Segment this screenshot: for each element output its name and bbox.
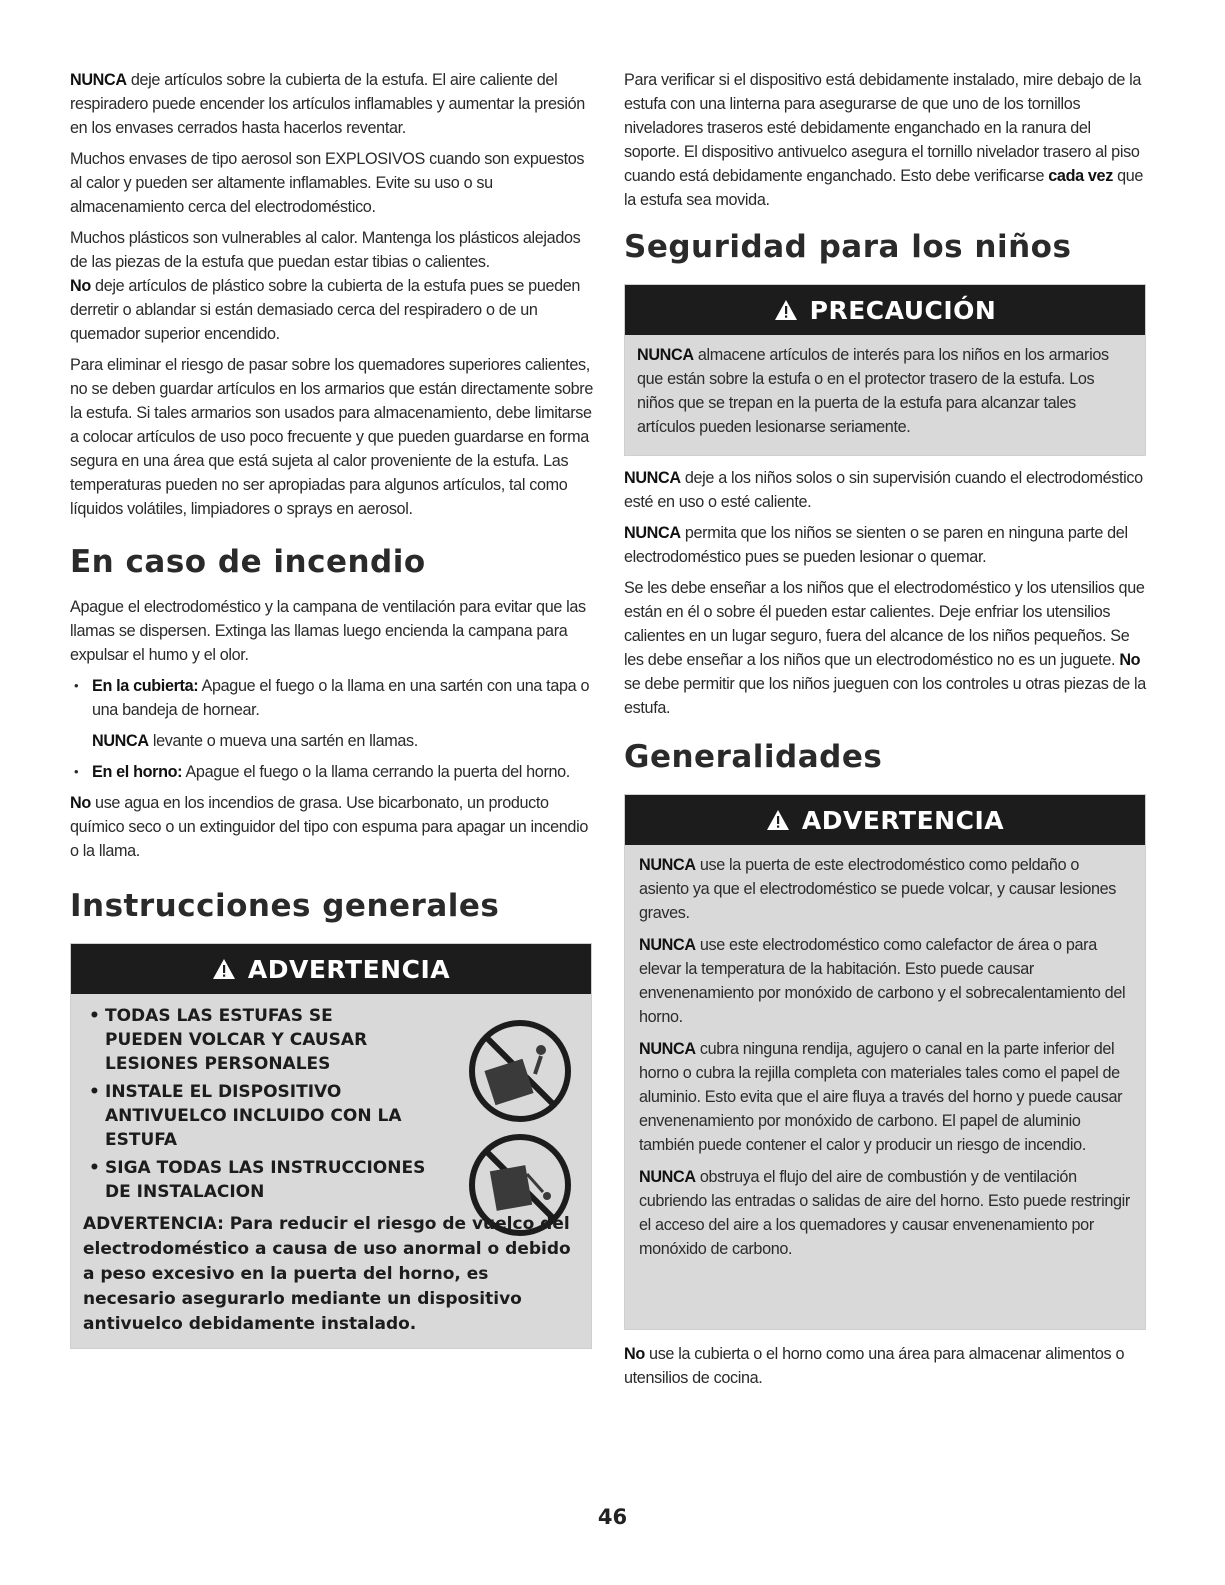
warning-text: ADVERTENCIA: Para reducir el riesgo de vuelco del electrodoméstico a causa de uso anormal o debido a peso excesivo en la puerta del horno, es necesario asegurarlo mediante un dispositivo antivuelco debidamente instalado. (83, 1214, 571, 1334)
page-number: 46 (597, 1505, 628, 1529)
paragraph-text: deje artículos de plástico sobre la cubierta de la estufa pues se pueden derretir o ablandar si están demasiado cerca del respiradero o de un quemador superior encendido. (70, 277, 581, 343)
warning-title: ADVERTENCIA (801, 805, 1005, 835)
heading-general-instructions: Instrucciones generales (70, 888, 500, 924)
warning-title: ADVERTENCIA (247, 954, 451, 984)
warning-item-text: obstruya el flujo del aire de combustión y de ventilación cubriendo las entradas o salidas de aire del horno. Esto puede restringir el acceso del aire a los quemadores y causar envenenamiento por monóxido de carbono. (639, 1168, 1130, 1258)
paragraph-text: Para verificar si el dispositivo está debidamente instalado, mire debajo de la estufa con una linterna para asegurarse de que uno de los tornillos niveladores traseros esté debidamente enganchado en la ranura del soporte. El dispositivo antivuelco asegura el tornillo nivelador trasero al piso cuando está debidamente enganchado. Esto debe verificarse (624, 71, 1142, 185)
paragraph (70, 68, 600, 140)
paragraph: Apague el electrodoméstico y la campana de ventilación para evitar que las llamas se dispersen. Extinga las llamas luego encienda la campana para expulsar el humo y el olor. (70, 598, 586, 664)
warning-triangle-icon (766, 809, 790, 831)
emphasis: NUNCA (624, 524, 681, 542)
emphasis: NUNCA (624, 469, 681, 487)
paragraph (624, 466, 1146, 514)
paragraph-text: se debe permitir que los niños jueguen con los controles u otras piezas de la estufa. (624, 675, 1146, 717)
bullet-text: Apague el fuego o la llama cerrando la puerta del horno. (182, 763, 570, 781)
warning-bullet: • TODAS LAS ESTUFAS SE PUEDEN VOLCAR Y CAUSAR LESIONES PERSONALES (83, 1004, 413, 1076)
warning-box-general (624, 794, 1146, 1330)
paragraph: Muchos envases de tipo aerosol son EXPLOSIVOS cuando son expuestos al calor y pueden ser altamente inflamables. Evite su uso o su almacenamiento cerca del electrodoméstico. (70, 150, 585, 216)
caution-title: PRECAUCIÓN (809, 295, 997, 325)
emphasis: En el horno: (92, 763, 183, 781)
warning-triangle-icon (212, 958, 236, 980)
heading-fire: En caso de incendio (70, 544, 426, 580)
emphasis: NUNCA (637, 346, 694, 364)
paragraph (624, 68, 1146, 212)
emphasis: NUNCA (639, 1040, 696, 1058)
bullet-text: Apague el fuego o la llama en una sartén con una tapa o una bandeja de hornear. (92, 677, 590, 719)
warning-item-text: use este electrodoméstico como calefactor de área o para elevar la temperatura de la habitación. Esto puede causar envenenamiento por monóxido de carbono y el sobrecalentamiento del horno. (639, 936, 1126, 1026)
tipping-stove-icon (465, 1016, 575, 1126)
caution-box (624, 284, 1146, 456)
paragraph-text: que la estufa sea movida. (624, 167, 1144, 209)
warning-banner (625, 795, 1145, 845)
warning-item-text: use la puerta de este electrodoméstico como peldaño o asiento ya que el electrodoméstico se puede volcar, y causar lesiones graves. (639, 856, 1117, 922)
paragraph (70, 226, 600, 346)
paragraph-text: use la cubierta o el horno como una área para almacenar alimentos o utensilios de cocina. (624, 1345, 1125, 1387)
emphasis: NUNCA (639, 856, 696, 874)
warning-item-text: cubra ninguna rendija, agujero o canal en la parte inferior del horno o cubra la rejilla completa con materiales tales como el papel de aluminio. Esto evita que el aire fluya a través del horno y puede causar envenenamiento por monóxido de carbono. El papel de aluminio también puede contener el calor y producir un riesgo de incendio. (639, 1040, 1123, 1154)
right-column (624, 68, 1146, 1397)
warning-item (639, 1037, 1131, 1157)
emphasis: NUNCA (70, 71, 127, 89)
paragraph-text: Muchos plásticos son vulnerables al calor. Mantenga los plásticos alejados de las piezas de la estufa que puedan estar tibias o calientes. (70, 229, 581, 271)
emphasis: No (1119, 651, 1141, 669)
warning-item (639, 933, 1131, 1029)
emphasis: No (70, 794, 91, 812)
caution-banner (625, 285, 1145, 335)
warning-bullet: • SIGA TODAS LAS INSTRUCCIONES DE INSTALACION (83, 1156, 443, 1204)
warning-box-tipover (70, 943, 592, 1349)
sub-note-text: levante o mueva una sartén en llamas. (148, 732, 418, 750)
paragraph (70, 791, 600, 863)
paragraph-text: use agua en los incendios de grasa. Use bicarbonato, un producto químico seco o un extinguidor del tipo con espuma para apagar un incendio o la llama. (70, 794, 588, 860)
paragraph (624, 521, 1146, 569)
caution-text (625, 335, 1145, 439)
warning-item (639, 853, 1131, 925)
warning-triangle-icon (774, 299, 798, 321)
warning-item (639, 1165, 1131, 1261)
emphasis: No (70, 277, 91, 295)
emphasis: En la cubierta: (92, 677, 199, 695)
warning-body (625, 845, 1145, 1261)
emphasis: NUNCA (639, 936, 696, 954)
paragraph-text: Se les debe enseñar a los niños que el electrodoméstico y los utensilios que están en él o sobre él pueden estar calientes. Deje enfriar los utensilios calientes en un lugar seguro, fuera del alcance de los niños pequeños. Se les debe enseñar a los niños que un electrodoméstico no es un juguete. (624, 579, 1145, 669)
paragraph (624, 1342, 1146, 1390)
paragraph-text: deje a los niños solos o sin supervisión cuando el electrodoméstico esté en uso o esté caliente. (624, 469, 1143, 511)
warning-banner (71, 944, 591, 994)
bullet-oven (70, 760, 600, 784)
paragraph-text: deje artículos sobre la cubierta de la estufa. El aire caliente del respiradero puede encender los artículos inflamables y aumentar la presión en los envases cerrados hasta hacerlos reventar. (70, 71, 585, 137)
heading-generalidades: Generalidades (624, 739, 883, 775)
warning-bullet: • INSTALE EL DISPOSITIVO ANTIVUELCO INCLUIDO CON LA ESTUFA (83, 1080, 453, 1152)
emphasis: NUNCA (639, 1168, 696, 1186)
left-column (70, 68, 600, 1349)
sub-note (70, 729, 600, 753)
paragraph: Para eliminar el riesgo de pasar sobre los quemadores superiores calientes, no se deben guardar artículos en los armarios que están directamente sobre la estufa. Si tales armarios son usados para almacenamiento, debe limitarse a colocar artículos de uso poco frecuente y que pueden guardarse en forma segura en una área que está sujeta al calor proveniente de la estufa. Las temperaturas pueden no ser apropiadas para algunos artículos, tal como líquidos volátiles, limpiadores o sprays en aerosol. (70, 356, 593, 518)
anti-tip-stove-icon (465, 1130, 575, 1240)
emphasis: cada vez (1048, 167, 1113, 185)
paragraph (624, 576, 1146, 720)
emphasis: No (624, 1345, 645, 1363)
caution-body: almacene artículos de interés para los niños en los armarios que están sobre la estufa o en el protector trasero de la estufa. Los niños que se trepan en la puerta de la estufa para alcanzar tales artículos pueden lesionarse seriamente. (637, 346, 1109, 436)
heading-child-safety: Seguridad para los niños (624, 229, 1072, 265)
emphasis: NUNCA (92, 732, 149, 750)
paragraph-text: permita que los niños se sienten o se paren en ninguna parte del electrodoméstico pues se pueden lesionar o quemar. (624, 524, 1128, 566)
bullet-cooktop (70, 674, 600, 722)
